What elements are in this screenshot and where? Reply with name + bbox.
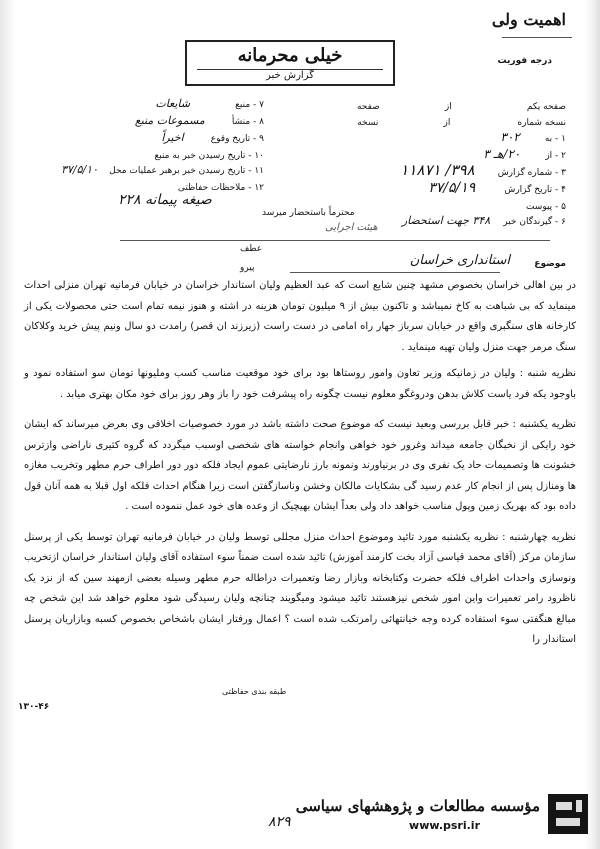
stamp-title: خیلی محرمانه — [237, 45, 343, 66]
note-center: محترماً باستحضار میرسد — [262, 208, 355, 218]
confidential-stamp — [185, 40, 395, 86]
field-page: صفحه یکم از صفحه — [356, 102, 566, 112]
field-recipients: ۶ - گیرندگان خبر ۳۴۸ جهت استحضار — [401, 214, 566, 227]
right-fields — [326, 94, 566, 226]
field-report-number: ۳ - شماره گزارش ۳۹۸/ ۱۱۸۷۱ — [400, 161, 566, 179]
subject-ref: عطف — [240, 244, 263, 254]
handwritten-note: صیغه پیمانه ۲۲۸ — [118, 192, 212, 208]
field-origin: ۸ - منشأ مسموعات منبع — [134, 114, 264, 127]
classification-title: اهمیت ولی — [491, 10, 566, 29]
field-source: ۷ - منبع شایعات — [155, 97, 264, 110]
priority-label: درجه فوریت — [497, 56, 552, 66]
field-receipt-date: ۱۰ - تاریخ رسیدن خبر به منبع — [154, 151, 264, 161]
watermark-url: www.psri.ir — [409, 819, 480, 832]
report-body — [24, 276, 576, 651]
field-to: ۱ - به ۳۰۲ — [500, 130, 566, 144]
stamp-subtitle: گزارش خبر — [197, 69, 383, 81]
field-operations-date: ۱۱ - تاریخ رسیدن خبر برهبر عملیات محل ۳۷/۵/۱۰ — [61, 163, 264, 176]
footer-classification: طبقه بندی حفاظتی — [222, 687, 287, 696]
subject-value: استانداری خراسان — [409, 253, 510, 268]
field-report-date: ۴ - تاریخ گزارش ۳۷/۵/۱۹ — [428, 180, 566, 196]
footer-number: ۱۳۰-۴۶ — [18, 702, 50, 712]
body-paragraph: نظریه چهارشنبه : نظریه یکشنبه مورد تائید وموضوع احداث منزل مجللی توسط ولیان در خیابان فرمانیه تهران توسط یکی از پرسنل سازمان مرکز (آقای محمد قیاسی آزاد بخت کارمند آموزش) تائید شده است ضمناً سوء استفاده آقای ولیان استاندار خراسان ازتخریب ونوسازی واحداث اطراف فلکه حضرت وکتابخانه وبازار رضا وتعمیرات دراطاله حرم مطهر وسیله بعضی ازمهند سین که از نزد یک ناظرود رامر تعمیرات واین امور شخص نیزهستند تائید میشود ومیگویند چنانچه ولیان رسیدگی شود معلوم خواهد شد این شخص چه مبالغ هنگفتی سوء استفاده کرده وجه خیانتهائی رامرتکب شده است ؟ اعمال ورفتار ایشان باشخاص بخصوص کسبه وبازاریان پرسنل استاندار را — [24, 531, 576, 645]
subject-label: موضوع — [534, 259, 566, 269]
body-paragraph: نظریه شنبه : ولیان در زمانیکه وزیر تعاون وامور روستاها بود برای خود موقعیت مناسب کسب وملیونها تومان سو استفاده نمود و باوجود یکه فرد یاست کلاش بدهن ودروغگو معلوم نیست چگونه راه پیشرفت خود را باز وهر روز برای خود مکان بهتری میابد . — [24, 368, 576, 400]
left-fields — [28, 92, 264, 193]
field-attachment: ۵ - پیوست — [525, 202, 566, 212]
subject-value-rule — [290, 272, 500, 273]
institute-logo — [548, 794, 588, 834]
swirl-logo-icon — [548, 794, 588, 834]
subject-top-rule — [120, 240, 550, 241]
field-from: ۲ - از ۲۰/هـ ۳ — [483, 147, 566, 161]
watermark-name: مؤسسه مطالعات و پژوهشهای سیاسی — [295, 797, 540, 815]
field-security-notes: ۱۲ - ملاحظات حفاظتی — [177, 183, 264, 193]
field-occurrence-date: ۹ - تاریخ وقوع اخیراً — [161, 131, 264, 144]
body-paragraph: نظریه یکشنبه : خبر قابل بررسی وبعید نیست که موضوع صحت داشته باشد در مورد خصوصیات اخلاقی وی بعرض میرساند که ایشان خود رایکی از نخبگان جامعه میداند وغرور خود خواهی وانجام خواسته های شخصی اوسبب میگردد که گروه کثیری ناراضی وازترس خشونت ها وتصمیمات حاد یک نفری وی در برنیاورند ونمونه بارز نارضایتی عموم ایجاد فلکه دور دور اطراف حرم مطهر وتخریب مغازه ها ومنازل پس از انجام کار عدم رسید گی بشکایات مالکان وخشن وناسازگفتن است زیرا هنگام احداث فلکه اول قبلا به همه آنان قول داده بود که بهریک زمین وپول مناسب خواهد داد ولی بعداً ایشان بهیچیک از وعده های خود عمل ننموده است . — [24, 419, 576, 512]
subject-prefix: پیرو — [240, 263, 255, 273]
signature-note: هیئت اجرایی — [325, 222, 378, 233]
title-underline — [502, 37, 572, 38]
body-paragraph: در بین اهالی خراسان بخصوص مشهد چنین شایع است که عبد العظیم ولیان استاندار خراسان در خیابان فرمانیه تهران منزلی احداث مینماید که بی شباهت به کاخ نمیباشد و تاکنون بیش از ۹ میلیون تومان هزینه در اشته و هنوز نیمه تمام است حتی محصولات یکی از کارخانه های سنگبری واقع در خیابان سرباز جهار راه امامی در دست راست (زیرزند ان قصر) رامدت دو سال ونیم پیش خرید وکلاکان سنگ مرمر جهت منزل ولیان تهیه مینماید . — [24, 280, 576, 353]
field-copy: نسخه شماره از نسخه — [357, 118, 566, 128]
page-number: ۸۲۹ — [268, 814, 291, 830]
